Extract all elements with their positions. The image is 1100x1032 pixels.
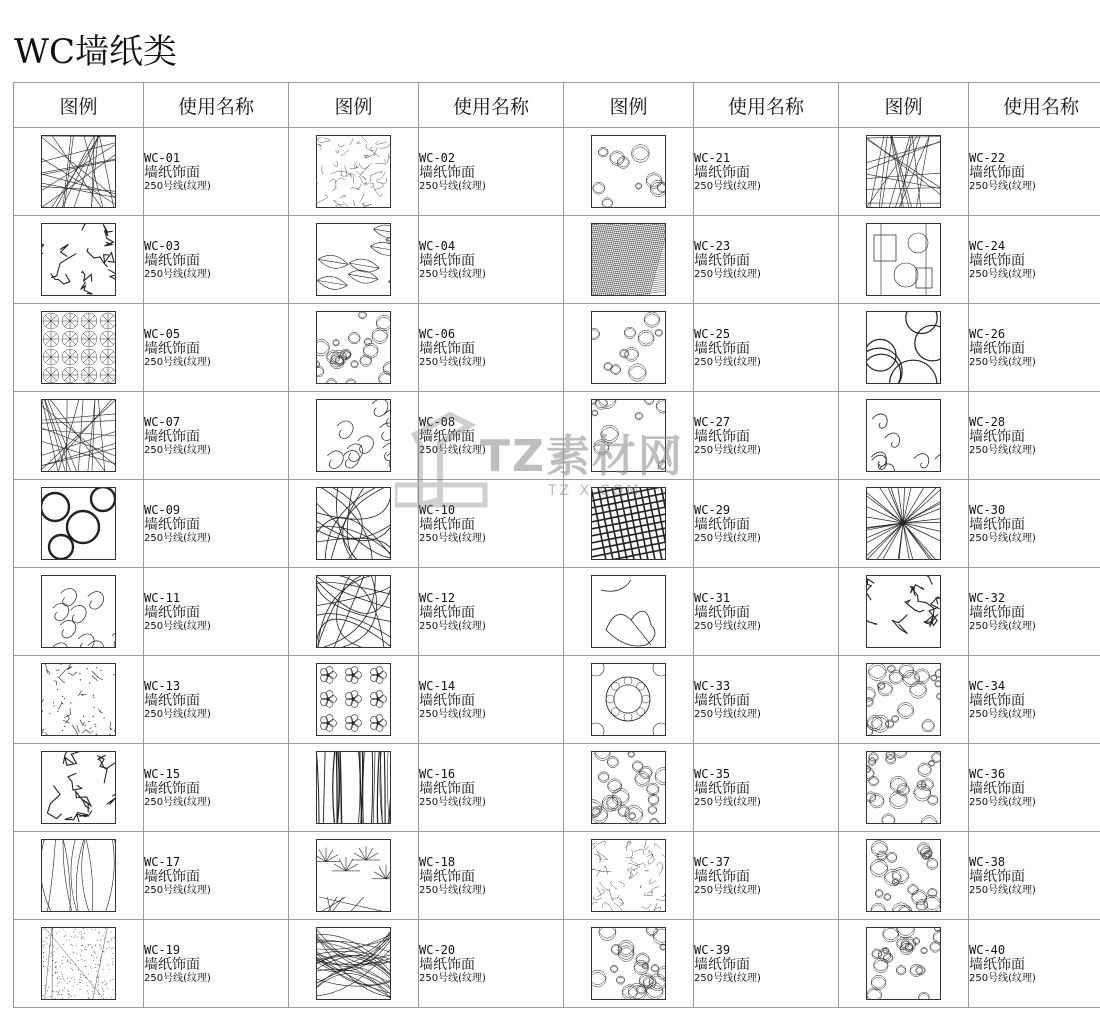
wallpaper-pattern-swatch: [316, 751, 391, 824]
item-name: 墙纸饰面: [419, 428, 475, 445]
item-spec: 250号线(纹理): [969, 180, 1036, 192]
name-cell: [969, 568, 1100, 656]
legend-cell: [14, 920, 144, 1008]
item-name: 墙纸饰面: [419, 252, 475, 269]
legend-cell: [564, 568, 694, 656]
legend-cell: [289, 128, 419, 216]
name-cell: [419, 656, 564, 744]
legend-cell: [839, 656, 969, 744]
name-cell: [694, 832, 839, 920]
name-cell: [969, 744, 1100, 832]
legend-cell: [839, 568, 969, 656]
name-cell: [144, 480, 289, 568]
item-code: WC-03: [144, 238, 181, 253]
item-spec: 250号线(纹理): [419, 268, 486, 280]
legend-cell: [839, 744, 969, 832]
legend-cell: [839, 480, 969, 568]
item-name: 墙纸饰面: [144, 604, 200, 621]
item-code: WC-39: [694, 942, 731, 957]
item-name: 墙纸饰面: [969, 252, 1025, 269]
item-code: WC-18: [419, 854, 456, 869]
item-spec: 250号线(纹理): [419, 620, 486, 632]
wallpaper-pattern-swatch: [316, 223, 391, 296]
wallpaper-pattern-swatch: [41, 663, 116, 736]
item-spec: 250号线(纹理): [694, 884, 761, 896]
item-name: 墙纸饰面: [969, 604, 1025, 621]
legend-cell: [839, 128, 969, 216]
item-spec: 250号线(纹理): [419, 796, 486, 808]
wallpaper-pattern-swatch: [316, 927, 391, 1000]
item-spec: 250号线(纹理): [144, 884, 211, 896]
legend-cell: [839, 304, 969, 392]
legend-cell: [289, 920, 419, 1008]
item-code: WC-11: [144, 590, 181, 605]
item-name: 墙纸饰面: [144, 692, 200, 709]
name-cell: [144, 832, 289, 920]
item-name: 墙纸饰面: [144, 252, 200, 269]
table-row: [14, 744, 1100, 832]
item-code: WC-33: [694, 678, 731, 693]
item-spec: 250号线(纹理): [144, 620, 211, 632]
item-name: 墙纸饰面: [969, 780, 1025, 797]
legend-cell: [14, 744, 144, 832]
item-name: 墙纸饰面: [694, 780, 750, 797]
item-spec: 250号线(纹理): [419, 444, 486, 456]
legend-cell: [564, 832, 694, 920]
header-legend: 图例: [289, 83, 419, 128]
name-cell: [969, 480, 1100, 568]
item-name: 墙纸饰面: [969, 692, 1025, 709]
item-code: WC-34: [969, 678, 1006, 693]
wallpaper-pattern-swatch: [591, 135, 666, 208]
wallpaper-pattern-swatch: [316, 311, 391, 384]
legend-cell: [289, 744, 419, 832]
name-cell: [419, 832, 564, 920]
item-spec: 250号线(纹理): [694, 796, 761, 808]
name-cell: [144, 656, 289, 744]
wallpaper-pattern-swatch: [866, 311, 941, 384]
name-cell: [969, 216, 1100, 304]
table-row: [14, 304, 1100, 392]
item-code: WC-24: [969, 238, 1006, 253]
wallpaper-pattern-swatch: [316, 575, 391, 648]
name-cell: [144, 304, 289, 392]
wallpaper-pattern-swatch: [41, 487, 116, 560]
item-name: 墙纸饰面: [694, 164, 750, 181]
item-spec: 250号线(纹理): [969, 356, 1036, 368]
legend-cell: [564, 216, 694, 304]
item-spec: 250号线(纹理): [144, 356, 211, 368]
name-cell: [694, 744, 839, 832]
item-spec: 250号线(纹理): [969, 444, 1036, 456]
item-spec: 250号线(纹理): [969, 268, 1036, 280]
item-spec: 250号线(纹理): [144, 180, 211, 192]
wallpaper-pattern-swatch: [316, 663, 391, 736]
item-code: WC-31: [694, 590, 731, 605]
item-code: WC-25: [694, 326, 731, 341]
legend-cell: [839, 920, 969, 1008]
wallpaper-pattern-swatch: [41, 839, 116, 912]
item-spec: 250号线(纹理): [694, 180, 761, 192]
item-code: WC-30: [969, 502, 1006, 517]
legend-cell: [14, 392, 144, 480]
item-code: WC-27: [694, 414, 731, 429]
legend-cell: [564, 744, 694, 832]
legend-cell: [564, 304, 694, 392]
item-name: 墙纸饰面: [694, 692, 750, 709]
item-code: WC-06: [419, 326, 456, 341]
name-cell: [144, 128, 289, 216]
name-cell: [144, 744, 289, 832]
name-cell: [694, 656, 839, 744]
item-name: 墙纸饰面: [694, 252, 750, 269]
wallpaper-pattern-swatch: [41, 311, 116, 384]
name-cell: [694, 920, 839, 1008]
header-legend: 图例: [839, 83, 969, 128]
wallpaper-pattern-swatch: [591, 311, 666, 384]
item-spec: 250号线(纹理): [694, 444, 761, 456]
wallpaper-pattern-swatch: [866, 575, 941, 648]
wallpaper-pattern-swatch: [41, 223, 116, 296]
legend-cell: [289, 480, 419, 568]
legend-cell: [14, 832, 144, 920]
item-spec: 250号线(纹理): [144, 708, 211, 720]
wallpaper-pattern-swatch: [866, 135, 941, 208]
item-spec: 250号线(纹理): [694, 268, 761, 280]
name-cell: [144, 216, 289, 304]
name-cell: [419, 304, 564, 392]
header-name: 使用名称: [419, 83, 564, 128]
item-code: WC-14: [419, 678, 456, 693]
wallpaper-pattern-swatch: [41, 135, 116, 208]
header-name: 使用名称: [144, 83, 289, 128]
item-name: 墙纸饰面: [144, 164, 200, 181]
wallpaper-pattern-swatch: [41, 751, 116, 824]
item-spec: 250号线(纹理): [969, 532, 1036, 544]
item-spec: 250号线(纹理): [419, 532, 486, 544]
name-cell: [694, 480, 839, 568]
wallpaper-pattern-swatch: [316, 487, 391, 560]
item-code: WC-16: [419, 766, 456, 781]
item-spec: 250号线(纹理): [419, 972, 486, 984]
legend-cell: [14, 568, 144, 656]
item-name: 墙纸饰面: [694, 868, 750, 885]
item-spec: 250号线(纹理): [419, 708, 486, 720]
header-legend: 图例: [14, 83, 144, 128]
name-cell: [419, 216, 564, 304]
item-spec: 250号线(纹理): [419, 884, 486, 896]
item-spec: 250号线(纹理): [694, 708, 761, 720]
wallpaper-pattern-swatch: [41, 575, 116, 648]
item-spec: 250号线(纹理): [419, 356, 486, 368]
item-name: 墙纸饰面: [144, 780, 200, 797]
wallpaper-pattern-swatch: [591, 839, 666, 912]
wallpaper-pattern-swatch: [41, 399, 116, 472]
name-cell: [694, 568, 839, 656]
item-name: 墙纸饰面: [144, 340, 200, 357]
item-spec: 250号线(纹理): [694, 620, 761, 632]
item-code: WC-20: [419, 942, 456, 957]
wallpaper-pattern-swatch: [866, 751, 941, 824]
table-header-row: [14, 83, 1100, 128]
item-code: WC-15: [144, 766, 181, 781]
wallpaper-pattern-swatch: [866, 927, 941, 1000]
item-spec: 250号线(纹理): [694, 532, 761, 544]
legend-cell: [289, 656, 419, 744]
table-row: [14, 832, 1100, 920]
item-code: WC-28: [969, 414, 1006, 429]
name-cell: [144, 568, 289, 656]
item-spec: 250号线(纹理): [969, 620, 1036, 632]
table-row: [14, 656, 1100, 744]
item-name: 墙纸饰面: [419, 516, 475, 533]
name-cell: [969, 392, 1100, 480]
item-name: 墙纸饰面: [144, 516, 200, 533]
wallpaper-pattern-swatch: [591, 575, 666, 648]
item-code: WC-07: [144, 414, 181, 429]
item-code: WC-29: [694, 502, 731, 517]
table-row: [14, 128, 1100, 216]
item-code: WC-10: [419, 502, 456, 517]
item-spec: 250号线(纹理): [969, 708, 1036, 720]
item-name: 墙纸饰面: [969, 340, 1025, 357]
name-cell: [694, 392, 839, 480]
legend-cell: [14, 656, 144, 744]
name-cell: [144, 392, 289, 480]
name-cell: [144, 920, 289, 1008]
item-code: WC-04: [419, 238, 456, 253]
item-spec: 250号线(纹理): [969, 884, 1036, 896]
item-spec: 250号线(纹理): [694, 972, 761, 984]
wallpaper-pattern-swatch: [41, 927, 116, 1000]
name-cell: [694, 216, 839, 304]
name-cell: [969, 656, 1100, 744]
page-title: WC墙纸类: [14, 32, 177, 72]
header-name: 使用名称: [969, 83, 1100, 128]
item-code: WC-35: [694, 766, 731, 781]
wallpaper-pattern-swatch: [866, 839, 941, 912]
item-code: WC-36: [969, 766, 1006, 781]
wallpaper-pattern-swatch: [866, 223, 941, 296]
wallpaper-pattern-swatch: [591, 927, 666, 1000]
watermark-url: TZ X.COM: [548, 483, 642, 499]
table-row: [14, 216, 1100, 304]
item-name: 墙纸饰面: [969, 516, 1025, 533]
wallpaper-pattern-swatch: [866, 487, 941, 560]
item-name: 墙纸饰面: [144, 956, 200, 973]
legend-cell: [564, 656, 694, 744]
wallpaper-pattern-swatch: [316, 839, 391, 912]
name-cell: [419, 480, 564, 568]
item-spec: 250号线(纹理): [694, 356, 761, 368]
item-code: WC-19: [144, 942, 181, 957]
item-spec: 250号线(纹理): [144, 796, 211, 808]
item-spec: 250号线(纹理): [969, 972, 1036, 984]
item-code: WC-08: [419, 414, 456, 429]
item-spec: 250号线(纹理): [144, 532, 211, 544]
wallpaper-pattern-swatch: [866, 663, 941, 736]
item-name: 墙纸饰面: [419, 164, 475, 181]
item-name: 墙纸饰面: [419, 604, 475, 621]
item-name: 墙纸饰面: [969, 428, 1025, 445]
header-legend: 图例: [564, 83, 694, 128]
legend-cell: [839, 216, 969, 304]
item-name: 墙纸饰面: [694, 428, 750, 445]
legend-cell: [564, 920, 694, 1008]
name-cell: [969, 920, 1100, 1008]
legend-cell: [14, 128, 144, 216]
name-cell: [969, 128, 1100, 216]
item-spec: 250号线(纹理): [144, 972, 211, 984]
item-code: WC-40: [969, 942, 1006, 957]
item-name: 墙纸饰面: [694, 956, 750, 973]
item-code: WC-13: [144, 678, 181, 693]
item-code: WC-09: [144, 502, 181, 517]
item-name: 墙纸饰面: [694, 516, 750, 533]
item-name: 墙纸饰面: [419, 692, 475, 709]
item-spec: 250号线(纹理): [144, 444, 211, 456]
item-name: 墙纸饰面: [144, 428, 200, 445]
wallpaper-legend-table: [13, 82, 1100, 1008]
item-name: 墙纸饰面: [419, 340, 475, 357]
item-spec: 250号线(纹理): [144, 268, 211, 280]
wallpaper-pattern-swatch: [316, 399, 391, 472]
item-name: 墙纸饰面: [694, 340, 750, 357]
item-name: 墙纸饰面: [969, 164, 1025, 181]
name-cell: [694, 304, 839, 392]
legend-cell: [14, 216, 144, 304]
wallpaper-pattern-swatch: [866, 399, 941, 472]
item-code: WC-37: [694, 854, 731, 869]
item-name: 墙纸饰面: [419, 956, 475, 973]
name-cell: [969, 832, 1100, 920]
item-name: 墙纸饰面: [144, 868, 200, 885]
item-code: WC-26: [969, 326, 1006, 341]
legend-cell: [289, 216, 419, 304]
item-name: 墙纸饰面: [419, 780, 475, 797]
item-name: 墙纸饰面: [969, 956, 1025, 973]
wallpaper-pattern-swatch: [591, 663, 666, 736]
name-cell: [419, 920, 564, 1008]
name-cell: [694, 128, 839, 216]
item-code: WC-17: [144, 854, 181, 869]
item-code: WC-01: [144, 150, 181, 165]
item-name: 墙纸饰面: [969, 868, 1025, 885]
item-code: WC-05: [144, 326, 181, 341]
item-code: WC-21: [694, 150, 731, 165]
wallpaper-pattern-swatch: [591, 751, 666, 824]
name-cell: [419, 568, 564, 656]
item-spec: 250号线(纹理): [419, 180, 486, 192]
legend-cell: [14, 304, 144, 392]
wallpaper-pattern-swatch: [316, 135, 391, 208]
legend-cell: [839, 832, 969, 920]
item-code: WC-32: [969, 590, 1006, 605]
name-cell: [419, 128, 564, 216]
name-cell: [419, 744, 564, 832]
item-spec: 250号线(纹理): [969, 796, 1036, 808]
wallpaper-pattern-swatch: [591, 223, 666, 296]
item-code: WC-02: [419, 150, 456, 165]
item-name: 墙纸饰面: [419, 868, 475, 885]
legend-cell: [289, 832, 419, 920]
item-name: 墙纸饰面: [694, 604, 750, 621]
legend-cell: [14, 480, 144, 568]
item-code: WC-38: [969, 854, 1006, 869]
table-row: [14, 920, 1100, 1008]
legend-cell: [839, 392, 969, 480]
legend-cell: [289, 568, 419, 656]
legend-cell: [289, 304, 419, 392]
name-cell: [969, 304, 1100, 392]
item-code: WC-22: [969, 150, 1006, 165]
legend-cell: [289, 392, 419, 480]
header-name: 使用名称: [694, 83, 839, 128]
table-row: [14, 568, 1100, 656]
item-code: WC-12: [419, 590, 456, 605]
legend-cell: [564, 128, 694, 216]
watermark-brand: TZ素材网: [480, 431, 684, 482]
item-code: WC-23: [694, 238, 731, 253]
